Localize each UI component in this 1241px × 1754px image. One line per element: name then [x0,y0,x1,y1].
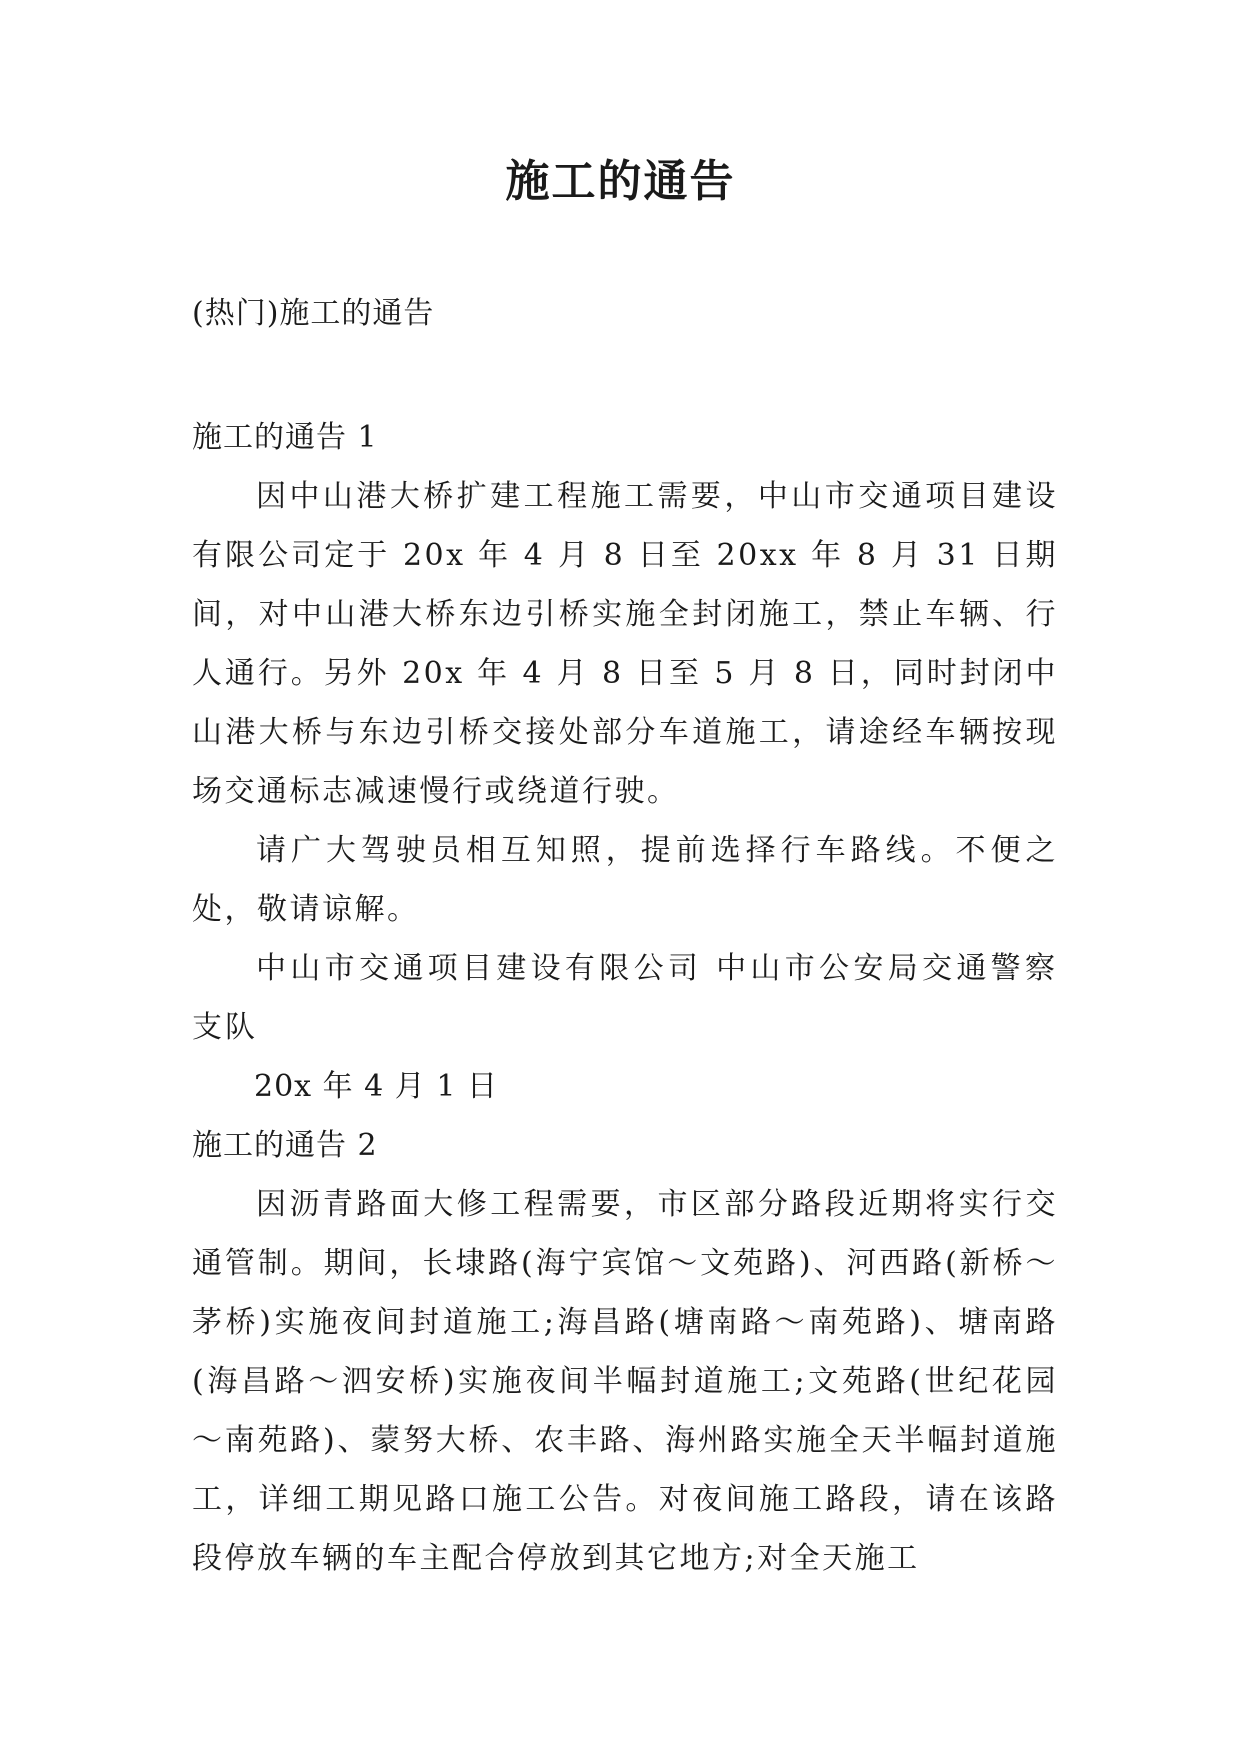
notice-2-heading: 施工的通告 2 [192,1128,378,1163]
notice-1-paragraph-1: 因中山港大桥扩建工程施工需要，中山市交通项目建设有限公司定于 20x 年 4 月 8 日至 20xx 年 8 月 31 日期间，对中山港大桥东边引桥实施全封闭施工，禁止车辆、行人通行。另外 20x 年 4 月 8 日至 5 月 8 日，同时封闭中山港大桥与东边引桥交接处部分车道施工，请途经车辆按现场交通标志减速慢行或绕道行驶。 [192,479,1058,809]
document-subtitle: (热门)施工的通告 [192,296,435,331]
notice-1-heading: 施工的通告 1 [192,420,378,455]
notice-1-date: 20x 年 4 月 1 日 [254,1069,498,1104]
notice-1-signature: 中山市交通项目建设有限公司 中山市公安局交通警察支队 [192,951,1058,1045]
document-body [192,408,1058,1588]
notice-1-paragraph-2: 请广大驾驶员相互知照，提前选择行车路线。不便之处，敬请谅解。 [192,833,1058,927]
document-title: 施工的通告 [505,156,736,207]
notice-2-paragraph-1: 因沥青路面大修工程需要，市区部分路段近期将实行交通管制。期间，长埭路(海宁宾馆～文苑路)、河西路(新桥～茅桥)实施夜间封道施工;海昌路(塘南路～南苑路)、塘南路(海昌路～泗安桥)实施夜间半幅封道施工;文苑路(世纪花园～南苑路)、蒙努大桥、农丰路、海州路实施全天半幅封道施工，详细工期见路口施工公告。对夜间施工路段，请在该路段停放车辆的车主配合停放到其它地方;对全天施工 [192,1187,1058,1576]
